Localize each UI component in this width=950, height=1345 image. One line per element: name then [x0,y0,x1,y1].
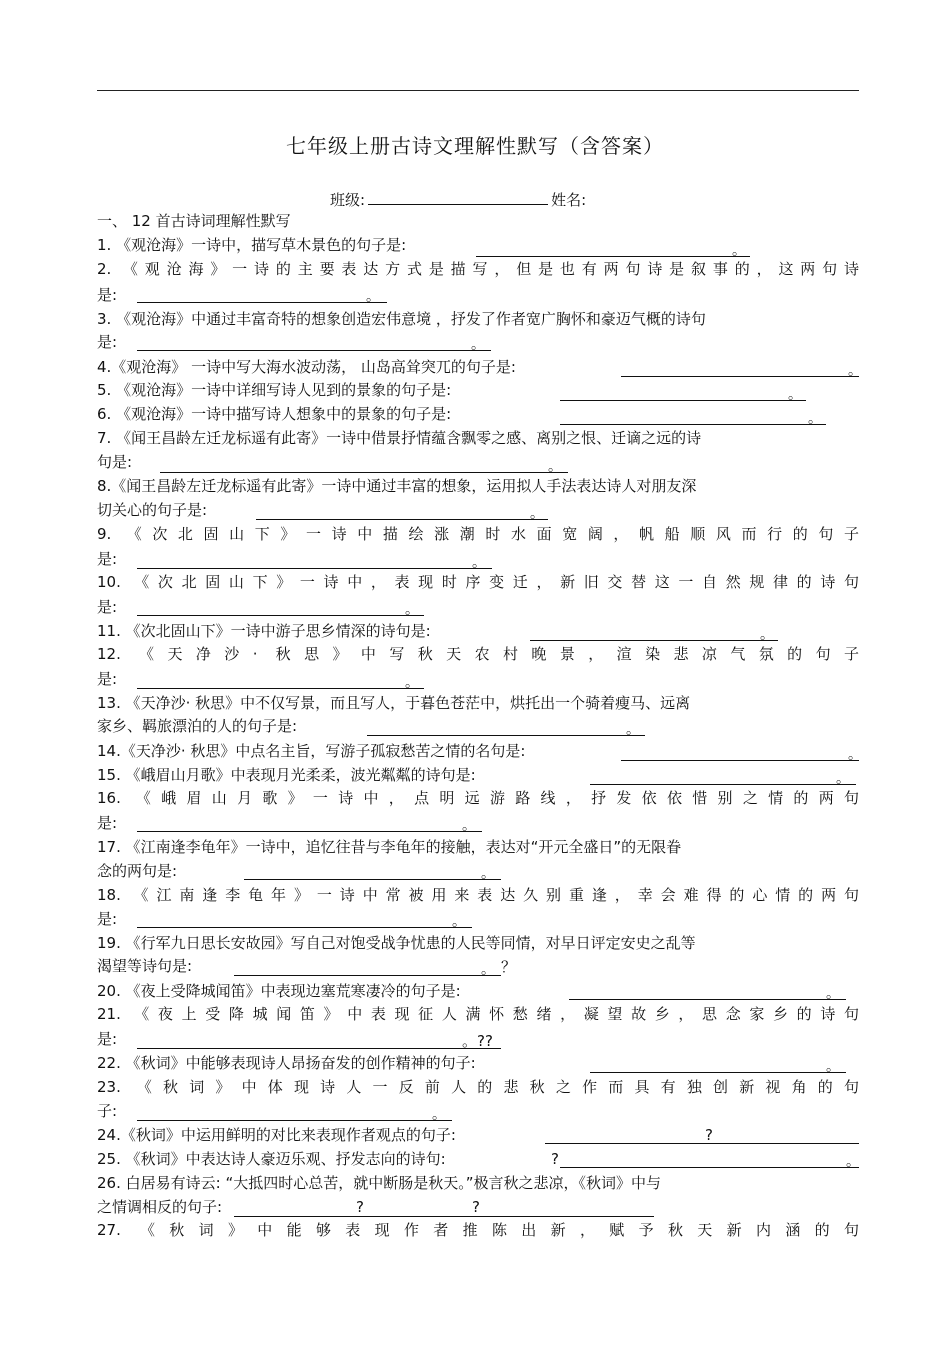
class-name-row [330,189,586,210]
end-mark: 。 [808,411,822,427]
end-mark: ? [356,1198,364,1216]
end-mark: 。 [548,459,562,475]
answer-blank[interactable] [137,615,424,616]
answer-blank[interactable] [137,568,492,569]
end-mark: 。 [481,962,495,978]
answer-blank[interactable] [476,256,750,257]
end-mark: 。 [366,289,380,305]
class-blank[interactable] [368,190,548,205]
question-line: 22. 《秋词》中能够表现诗人昂扬奋发的创作精神的句子: [97,1054,476,1072]
answer-blank[interactable] [137,927,472,928]
question-line: 24.《秋词》中运用鲜明的对比来表现作者观点的句子: [97,1126,456,1144]
section-heading: 一、 12 首古诗词理解性默写 [97,212,291,230]
question-line: 8.《闻王昌龄左迁龙标遥有此寄》一诗中通过丰富的想象，运用拟人手法表达诗人对朋友深 [97,477,697,495]
answer-blank[interactable] [137,1120,452,1121]
answer-blank[interactable] [160,472,568,473]
question-line: 是: [97,333,118,351]
question-line: 是: [97,550,118,568]
end-mark: 。 [432,1107,446,1123]
answer-blank[interactable] [545,1143,859,1144]
question-line: 17. 《江南逢李龟年》一诗中，追忆往昔与李龟年的接触，表达对“开元全盛日”的无限眷 [97,838,682,856]
question-line: 20. 《夜上受降城闻笛》中表现边塞荒寒凄冷的句子是: [97,982,461,1000]
question-line: 6. 《观沧海》一诗中描写诗人想象中的景象的句子是: [97,405,452,423]
end-mark: ? [551,1150,559,1168]
question-line: 12. 《天净沙· 秋思》中写秋天农村晚景，渲染悲凉气氛的句子 [97,645,859,663]
answer-blank[interactable] [560,424,826,425]
name-label: 姓名: [551,191,587,209]
question-line: 2. 《观沧海》一诗的主要表达方式是描写，但是也有两句诗是叙事的，这两句诗 [97,260,859,278]
question-line: 25. 《秋词》中表达诗人豪迈乐观、抒发志向的诗句: [97,1150,446,1168]
end-mark: ? [472,1198,480,1216]
question-line: 26. 白居易有诗云: “大抵四时心总苦，就中断肠是秋天。”极言秋之悲凉，《秋词》中与 [97,1174,661,1192]
question-line: 16. 《峨眉山月歌》一诗中，点明远游路线，抒发依依惜别之情的两句 [97,789,859,807]
end-mark: 。 [626,722,640,738]
answer-blank[interactable] [137,831,482,832]
end-mark: 。?? [462,1032,493,1050]
answer-blank[interactable] [234,975,501,976]
question-line: 渴望等诗句是: [97,957,193,975]
answer-blank[interactable] [367,735,645,736]
question-line: 5. 《观沧海》一诗中详细写诗人见到的景象的句子是: [97,381,452,399]
question-line: 是: [97,286,118,304]
end-mark: 。 [481,866,495,882]
end-mark: 。 [530,506,544,522]
question-line: 句是: [97,453,133,471]
end-mark: 。 [836,771,850,787]
question-line: 19. 《行军九日思长安故园》写自己对饱受战争忧患的人民等同情，对早日评定安史之乱等 [97,934,696,952]
end-mark: 。 [826,1059,840,1075]
document-title: 七年级上册古诗文理解性默写（含答案） [286,134,664,158]
answer-blank[interactable] [137,1048,501,1049]
top-rule [97,90,859,91]
question-line: 是: [97,670,118,688]
question-line: 21. 《夜上受降城闻笛》中表现征人满怀愁绪，凝望故乡，思念家乡的诗句 [97,1005,859,1023]
question-line: 家乡、羁旅漂泊的人的句子是: [97,717,298,735]
answer-blank[interactable] [569,999,846,1000]
question-line: 是: [97,814,118,832]
end-mark: 。 [732,243,746,259]
question-line: 27. 《秋词》中能够表现作者推陈出新，赋予秋天新内涵的句 [97,1221,859,1239]
question-line: 4.《观沧海》 一诗中写大海水波动荡， 山岛高耸突兀的句子是: [97,358,516,376]
answer-blank[interactable] [590,1072,846,1073]
answer-blank[interactable] [137,350,491,351]
end-mark: 。 [788,387,802,403]
question-line: 是: [97,598,118,616]
end-mark: 。 [472,555,486,571]
answer-blank[interactable] [560,1167,859,1168]
answer-blank[interactable] [530,640,778,641]
end-mark: 。 [760,627,774,643]
answer-blank[interactable] [256,519,548,520]
answer-blank[interactable] [621,376,859,377]
question-line: 23. 《秋词》中体现诗人一反前人的悲秋之作而具有独创新视角的句 [97,1078,859,1096]
class-label: 班级: [330,191,366,209]
question-line: 3. 《观沧海》中通过丰富奇特的想象创造宏伟意境 ，抒发了作者宽广胸怀和豪迈气概的诗句 [97,310,706,328]
question-line: 念的两句是: [97,862,178,880]
end-mark: 。 [462,818,476,834]
end-mark: ? [705,1126,713,1144]
answer-blank[interactable] [621,760,859,761]
question-line: 14.《天净沙· 秋思》中点名主旨，写游子孤寂愁苦之情的名句是: [97,742,526,760]
answer-blank[interactable] [137,688,424,689]
end-mark: 。 [452,914,466,930]
question-line: 1. 《观沧海》一诗中，描写草木景色的句子是: [97,236,407,254]
end-mark: 。 [826,986,840,1002]
end-mark: ？ [501,958,517,976]
answer-blank[interactable] [590,784,856,785]
answer-blank[interactable] [244,879,501,880]
question-line: 是: [97,1030,118,1048]
end-mark: 。 [848,363,862,379]
question-line: 之情调相反的句子: [97,1198,223,1216]
end-mark: 。 [471,337,485,353]
question-line: 是: [97,910,118,928]
end-mark: 。 [405,675,419,691]
end-mark: 。 [846,1154,860,1170]
answer-blank[interactable] [560,400,806,401]
answer-blank[interactable] [137,302,387,303]
question-line: 9. 《次北固山下》一诗中描绘涨潮时水面宽阔，帆船顺风而行的句子 [97,525,859,543]
question-line: 子: [97,1102,118,1120]
question-line: 18. 《江南逢李龟年》一诗中常被用来表达久别重逢，幸会难得的心情的两句 [97,886,859,904]
question-line: 10. 《次北固山下》一诗中，表现时序变迁，新旧交替这一自然规律的诗句 [97,573,859,591]
end-mark: 。 [405,602,419,618]
answer-blank[interactable] [234,1216,654,1217]
question-line: 切关心的句子是: [97,501,208,519]
question-line: 7. 《闻王昌龄左迁龙标遥有此寄》一诗中借景抒情蕴含飘零之感、离别之恨、迁谪之远的诗 [97,429,702,447]
end-mark: 。 [848,747,862,763]
question-line: 15. 《峨眉山月歌》中表现月光柔柔，波光粼粼的诗句是: [97,766,476,784]
question-line: 13. 《天净沙· 秋思》中不仅写景，而且写人，于暮色苍茫中，烘托出一个骑着瘦马、远离 [97,694,691,712]
question-line: 11. 《次北固山下》一诗中游子思乡情深的诗句是: [97,622,431,640]
